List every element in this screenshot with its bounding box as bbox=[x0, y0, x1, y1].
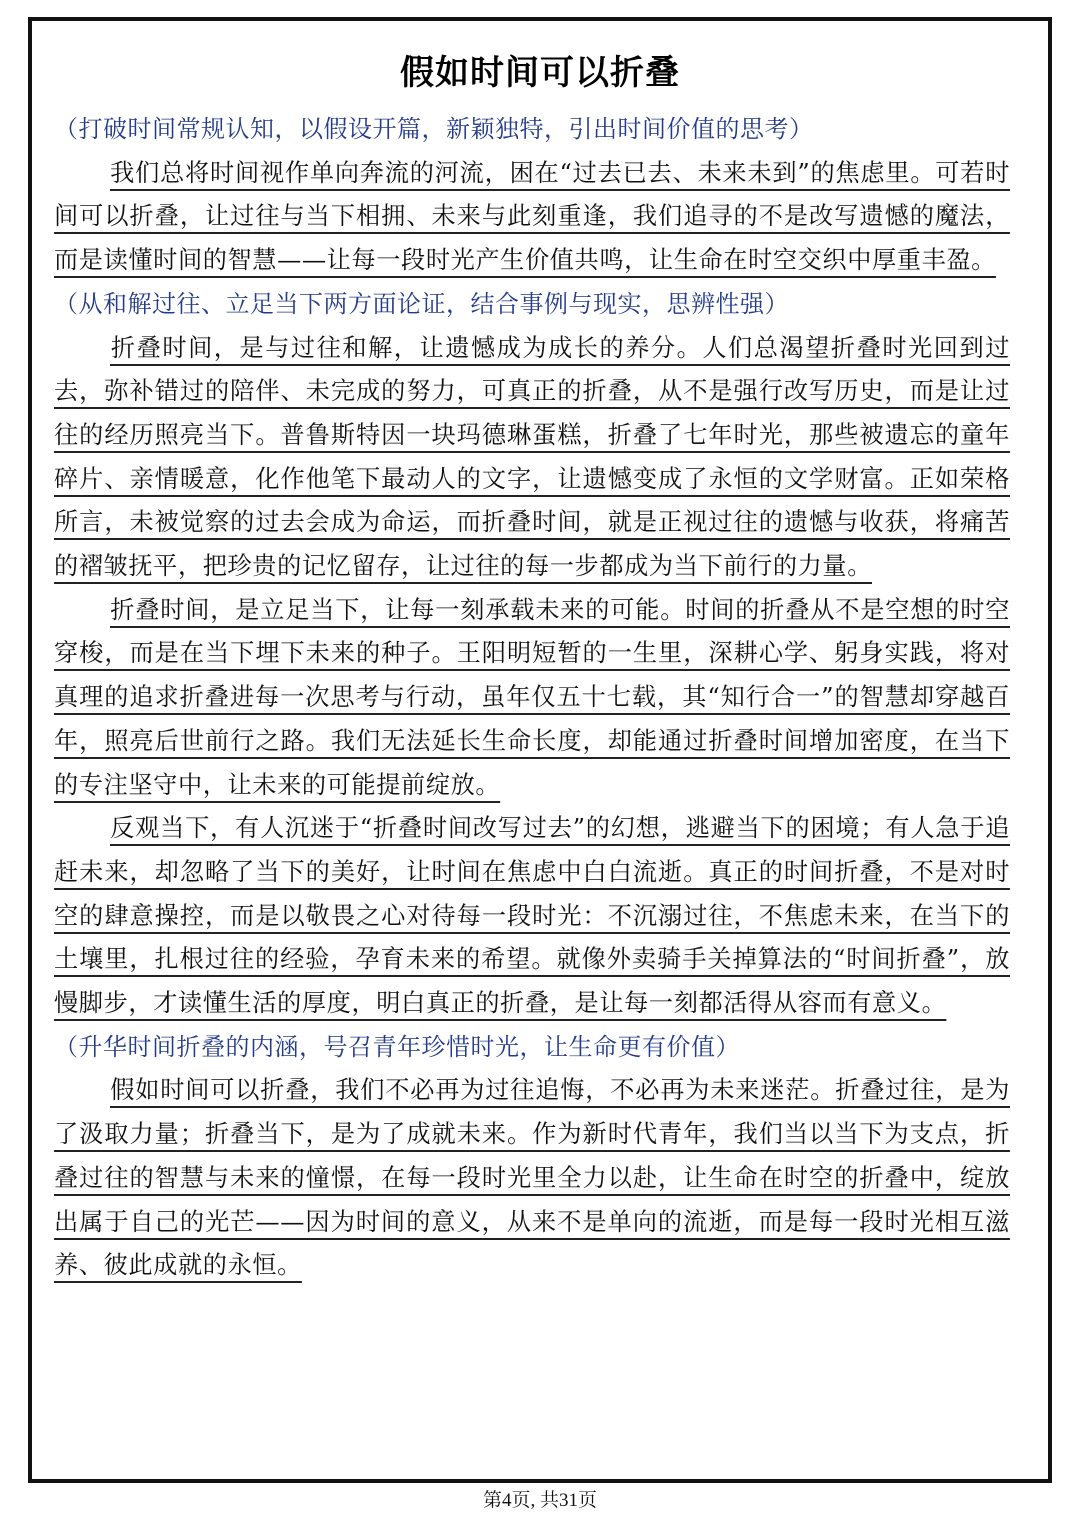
annotation-opening: （打破时间常规认知，以假设开篇，新颖独特，引出时间价值的思考） bbox=[54, 115, 814, 143]
annotation-argument: （从和解过往、立足当下两方面论证，结合事例与现实，思辨性强） bbox=[54, 289, 789, 318]
page-number: 第4页, 共31页 bbox=[482, 1490, 597, 1511]
paragraph-5 bbox=[54, 1069, 1010, 1288]
paragraph-3-text: 折叠时间，是立足当下，让每一刻承载未来的可能。时间的折叠从不是空想的时空穿梭，而是在当下埋下未来的种子。王阳明短暂的一生里，深耕心学、躬身实践，将对真理的追求折叠进每一次思考与行动，虽年仅五十七载，其“知行合一”的智慧却穿越百年，照亮后世前行之路。我们无法延长生命长度，却能通过折叠时间增加密度，在当下的专注坚守中，让未来的可能提前绽放。 bbox=[54, 595, 1010, 799]
paragraph-2-text: 折叠时间，是与过往和解，让遗憾成为成长的养分。人们总渴望折叠时光回到过去，弥补错过的陪伴、未完成的努力，可真正的折叠，从不是强行改写历史，而是让过往的经历照亮当下。普鲁斯特因一块玛德琳蛋糕，折叠了七年时光，那些被遗忘的童年碎片、亲情暖意，化作他笔下最动人的文字，让遗憾变成了永恒的文学财富。正如荣格所言，未被觉察的过去会成为命运，而折叠时间，就是正视过往的遗憾与收获，将痛苦的褶皱抚平，把珍贵的记忆留存，让过往的每一步都成为当下前行的力量。 bbox=[54, 333, 1010, 581]
paragraph-1 bbox=[54, 152, 1010, 283]
paragraph-5-text: 假如时间可以折叠，我们不必再为过往追悔，不必再为未来迷茫。折叠过往，是为了汲取力量；折叠当下，是为了成就未来。作为新时代青年，我们当以当下为支点，折叠过往的智慧与未来的憧憬，在每一段时光里全力以赴，让生命在时空的折叠中，绽放出属于自己的光芒——因为时间的意义，从来不是单向的流逝，而是每一段时光相互滋养、彼此成就的永恒。 bbox=[54, 1076, 1010, 1280]
paragraph-1-text: 我们总将时间视作单向奔流的河流，困在“过去已去、未来未到”的焦虑里。可若时间可以折叠，让过往与当下相拥、未来与此刻重逢，我们追寻的不是改写遗憾的魔法，而是读懂时间的智慧——让每一段时光产生价值共鸣，让生命在时空交织中厚重丰盈。 bbox=[54, 158, 1010, 275]
annotation-conclusion: （升华时间折叠的内涵，号召青年珍惜时光，让生命更有价值） bbox=[54, 1032, 740, 1061]
paragraph-4-text: 反观当下，有人沉迷于“折叠时间改写过去”的幻想，逃避当下的困境；有人急于追赶未来，却忽略了当下的美好，让时间在焦虑中白白流逝。真正的时间折叠，不是对时空的肆意操控，而是以敬畏之心对待每一段时光：不沉溺过往，不焦虑未来，在当下的土壤里，扎根过往的经验，孕育未来的希望。就像外卖骑手关掉算法的“时间折叠”，放慢脚步，才读懂生活的厚度，明白真正的折叠，是让每一刻都活得从容而有意义。 bbox=[54, 814, 1010, 1018]
paragraph-3 bbox=[54, 589, 1010, 808]
essay-body bbox=[54, 108, 1010, 1288]
essay-title: 假如时间可以折叠 bbox=[400, 53, 680, 93]
paragraph-4 bbox=[54, 807, 1010, 1026]
paragraph-2 bbox=[54, 327, 1010, 589]
